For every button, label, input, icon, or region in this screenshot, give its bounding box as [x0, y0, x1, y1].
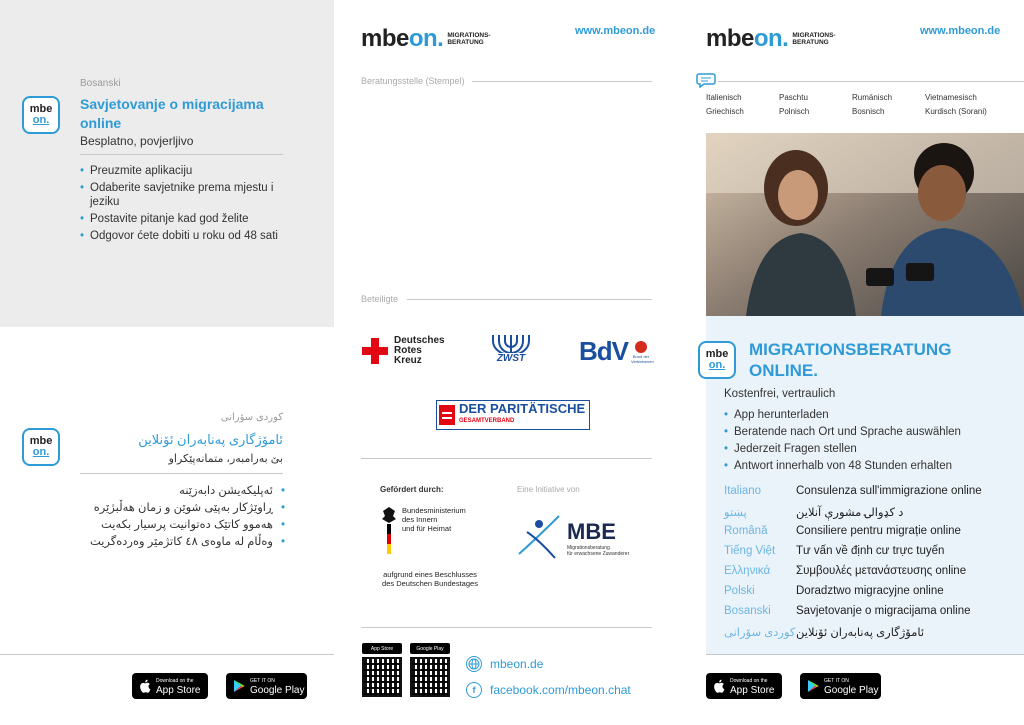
- language-item: Paschtu: [779, 93, 808, 102]
- divider: [718, 81, 1024, 82]
- qr-code-app-store[interactable]: [362, 657, 402, 697]
- language-tag-bosnian: Bosanski: [80, 78, 121, 89]
- mbeon-logo-icon: mbe on.: [698, 341, 736, 379]
- panel-middle: [334, 0, 686, 725]
- footer-divider: [706, 654, 1024, 655]
- divider: [361, 627, 652, 628]
- google-play-icon: [232, 679, 245, 694]
- translation-row: Ελληνικά Συμβουλές μετανάστευσης online: [724, 565, 967, 577]
- funded-by-label: Gefördert durch:: [380, 485, 444, 494]
- divider: [80, 154, 283, 155]
- partners-label: Beteiligte: [361, 294, 399, 304]
- google-play-icon: [806, 679, 819, 694]
- languages-grid: [706, 93, 1005, 116]
- language-item: Griechisch: [706, 107, 744, 116]
- website-url[interactable]: www.mbeon.de: [920, 25, 1001, 37]
- chat-bubble-icon: [696, 72, 716, 88]
- translation-row: کوردی سۆرانی ئامۆژگاری پەنابەران ئۆنلاین: [724, 627, 925, 639]
- paritaetische-logo: DER PARITÄTISCHE GESAMTVERBAND: [436, 400, 590, 430]
- language-tag-kurdish: کوردی سۆرانی: [220, 412, 283, 423]
- drk-logo: Deutsches Rotes Kreuz: [362, 336, 445, 366]
- hero-photo: [706, 133, 1024, 316]
- apple-icon: [712, 679, 725, 694]
- kurdish-bullet-list: [80, 484, 285, 552]
- language-item: Polnisch: [779, 107, 810, 116]
- mbeon-logo-icon: mbe on.: [22, 96, 60, 134]
- translation-row: پښتو د کډوالۍ مشورې آنلاین: [724, 507, 904, 519]
- language-item: Kurdisch (Sorani): [925, 107, 987, 116]
- mbe-figure-icon: [517, 514, 561, 562]
- kurdish-title: ئامۆژگاری پەنابەران ئۆنلاین: [138, 432, 283, 447]
- language-item: Rumänisch: [852, 93, 893, 102]
- menorah-icon: [491, 333, 531, 353]
- divider: [80, 473, 283, 474]
- list-item: • Odaberite savjetnike prema mjestu i jeziku: [80, 181, 285, 209]
- language-item: Vietnamesisch: [925, 93, 977, 102]
- main-subtitle: Kostenfrei, vertraulich: [724, 388, 836, 400]
- google-play-badge[interactable]: GET IT ON Google Play: [800, 673, 881, 699]
- eagle-icon: [380, 506, 398, 524]
- language-item: Italienisch: [706, 93, 742, 102]
- list-item: • Antwort innerhalb von 48 Stunden erhalten: [724, 459, 1014, 473]
- app-store-badge[interactable]: Download on the App Store: [706, 673, 782, 699]
- bosnian-bullet-list: [80, 164, 285, 246]
- list-item: • App herunterladen: [724, 408, 1014, 422]
- translation-row: Română Consiliere pentru migrație online: [724, 525, 961, 537]
- translation-row: Italiano Consulenza sull'immigrazione online: [724, 485, 982, 497]
- list-item: • Preuzmite aplikaciju: [80, 164, 285, 178]
- paritaet-icon: [439, 405, 455, 425]
- globe-icon: [466, 656, 482, 672]
- app-store-mini-badge[interactable]: App Store: [362, 643, 402, 654]
- app-store-badge[interactable]: Download on the App Store: [132, 673, 208, 699]
- bdv-logo: BdV Bund der Vertriebenen: [579, 336, 654, 366]
- divider: [407, 299, 652, 300]
- footer-divider: [0, 654, 334, 655]
- list-item: • Jederzeit Fragen stellen: [724, 442, 1014, 456]
- bdv-emblem-icon: [634, 340, 648, 354]
- google-play-mini-badge[interactable]: Google Play: [410, 643, 450, 654]
- language-item: Bosnisch: [852, 107, 885, 116]
- mbeon-logo-icon: mbe on.: [22, 428, 60, 466]
- mbe-logo: MBE Migrationsberatung für erwachsene Zuwanderer: [517, 514, 629, 562]
- divider: [361, 458, 652, 459]
- initiative-label: Eine Initiative von: [517, 485, 580, 494]
- bosnian-title: Savjetovanje o migracijama online: [80, 96, 264, 131]
- stamp-label: Beratungsstelle (Stempel): [361, 76, 465, 86]
- mbeon-brand-logo: mbeon. MIGRATIONS- BERATUNG: [706, 25, 836, 52]
- divider: [472, 81, 652, 82]
- main-bullet-list: [724, 408, 1014, 476]
- qr-code-google-play[interactable]: [410, 657, 450, 697]
- list-item: • وەڵام لە ماوەی ٤٨ کاتژمێر وەردەگریت: [80, 535, 285, 549]
- facebook-icon: f: [466, 682, 482, 698]
- bundestag-note: aufgrund eines Beschlusses des Deutschen Bundestages: [382, 570, 478, 588]
- list-item: • Odgovor ćete dobiti u roku od 48 sati: [80, 229, 285, 243]
- website-link[interactable]: mbeon.de: [466, 656, 543, 672]
- google-play-badge[interactable]: GET IT ON Google Play: [226, 673, 307, 699]
- facebook-link[interactable]: f facebook.com/mbeon.chat: [466, 682, 631, 698]
- red-cross-icon: [362, 338, 388, 364]
- apple-icon: [138, 679, 151, 694]
- kurdish-subtitle: بێ بەرامبەر، متمانەپێکراو: [168, 453, 283, 465]
- bosnian-subtitle: Besplatno, povjerljivo: [80, 134, 194, 148]
- list-item: • ڕاوێژکار بەپێی شوێن و زمان هەڵبژێرە: [80, 501, 285, 515]
- translation-row: Bosanski Savjetovanje o migracijama online: [724, 605, 971, 617]
- website-url[interactable]: www.mbeon.de: [575, 25, 656, 37]
- list-item: • ئەپلیکەیشن دابەزێنە: [80, 484, 285, 498]
- panel-left: [0, 0, 334, 725]
- list-item: • هەموو کاتێک دەتوانیت پرسیار بکەیت: [80, 518, 285, 532]
- translation-row: Tiếng Việt Tư vấn về định cư trực tuyến: [724, 545, 945, 557]
- translation-row: Polski Doradztwo migracyjne online: [724, 585, 944, 597]
- list-item: • Beratende nach Ort und Sprache auswählen: [724, 425, 1014, 439]
- mbeon-brand-logo: mbeon. MIGRATIONS- BERATUNG: [361, 25, 491, 52]
- zwst-logo: ZWST: [491, 333, 531, 364]
- main-title: MIGRATIONSBERATUNG ONLINE.: [749, 340, 952, 380]
- bmi-logo: Bundesministerium des Innern und für Heimat: [380, 506, 466, 554]
- list-item: • Postavite pitanje kad god želite: [80, 212, 285, 226]
